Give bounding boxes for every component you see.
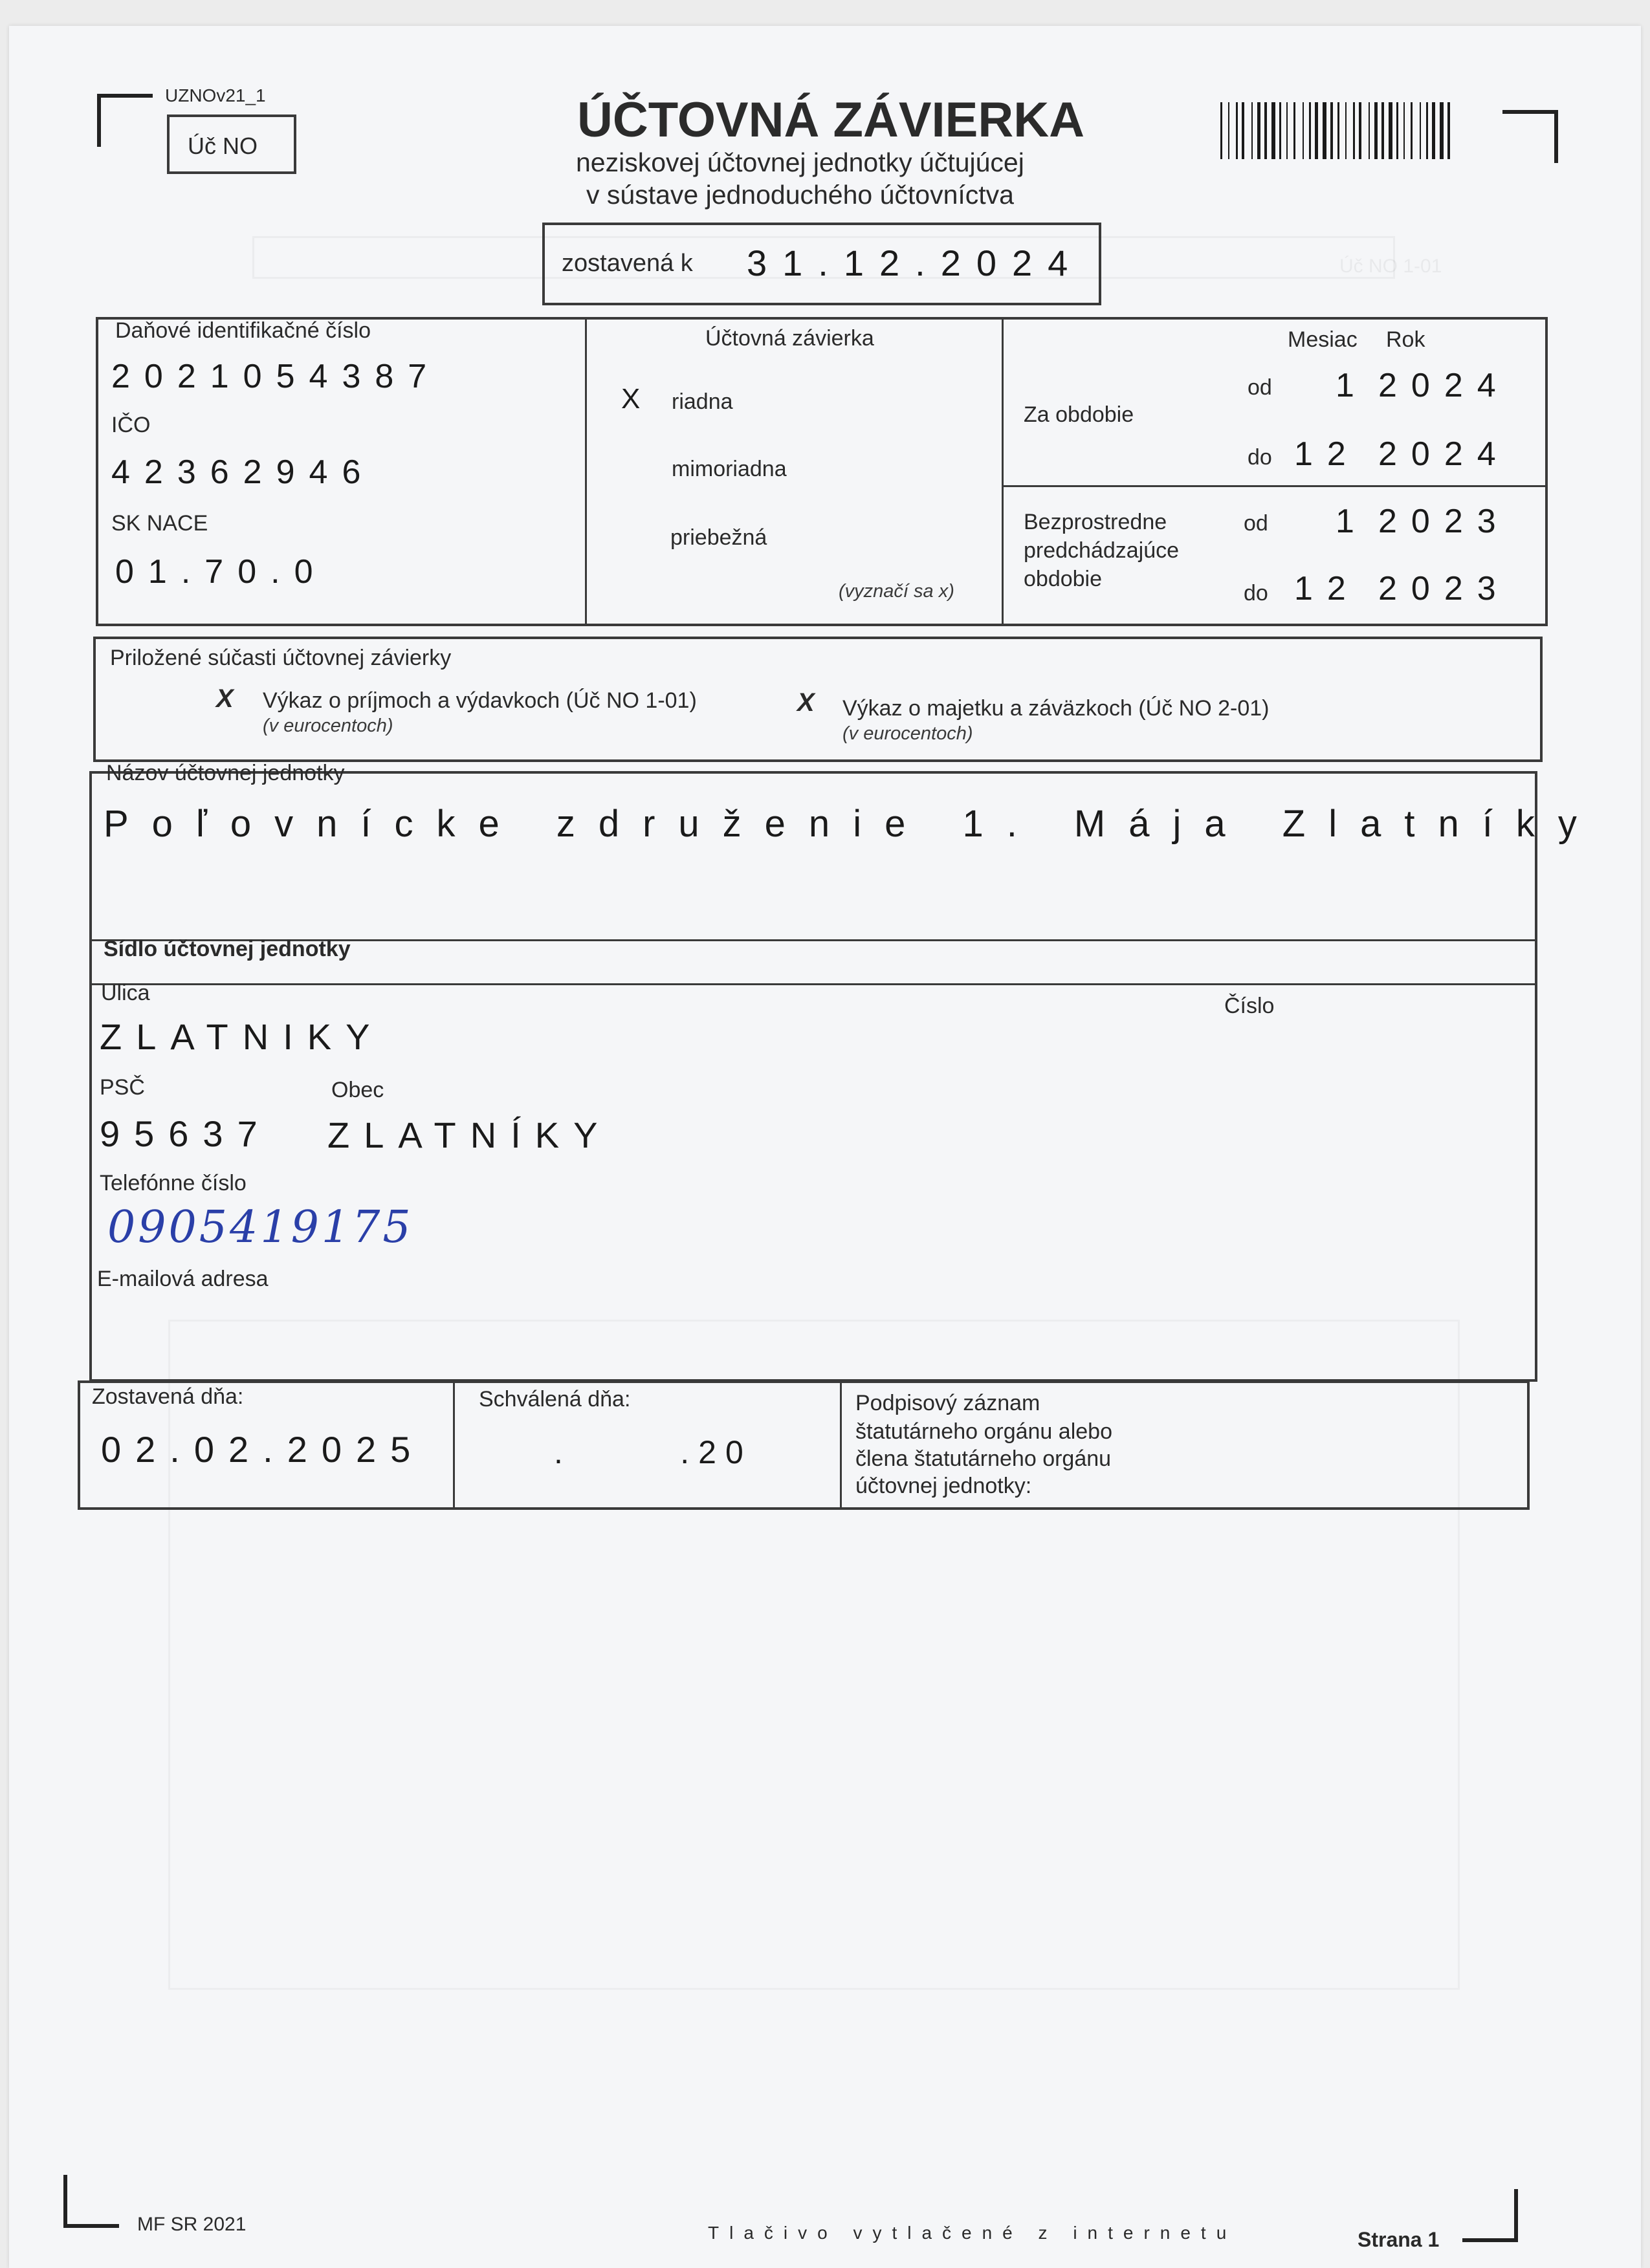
divider — [840, 1382, 842, 1509]
previous-from-label: od — [1244, 511, 1268, 536]
page-subtitle-1: neziskovej účtovnej jednotky účtujúcej — [576, 147, 1024, 177]
divider — [453, 1382, 455, 1509]
current-from-month: 1 — [1336, 367, 1369, 404]
approved-date-value: . .20 — [554, 1434, 753, 1470]
footer-page-number: Strana 1 — [1358, 2228, 1440, 2251]
street-label: Ulica — [101, 981, 150, 1005]
city-label: Obec — [331, 1078, 384, 1102]
current-from-year: 2024 — [1378, 367, 1510, 404]
page-subtitle-2: v sústave jednoduchého účtovníctva — [586, 180, 1014, 210]
signature-label-1: Podpisový záznam — [855, 1391, 1040, 1415]
closing-type-note: (vyznačí sa x) — [839, 581, 954, 602]
compiled-date-label: Zostavená dňa: — [92, 1384, 244, 1409]
entity-name-value: Poľovnícke združenie 1. Mája Zlatníky — [104, 803, 1600, 845]
entity-name-label: Názov účtovnej jednotky — [106, 761, 345, 785]
nace-label: SK NACE — [111, 511, 208, 536]
attachment-1-sub: (v eurocentoch) — [263, 715, 393, 736]
nace-value: 01.70.0 — [115, 553, 327, 591]
divider — [91, 983, 1535, 985]
ico-value: 42362946 — [111, 453, 375, 491]
corner-mark-bottom-left — [63, 2175, 119, 2228]
closing-type-mark[interactable]: X — [621, 383, 641, 415]
year-label: Rok — [1386, 327, 1425, 352]
closing-type-option-interim[interactable]: priebežná — [670, 525, 767, 550]
current-to-label: do — [1248, 445, 1272, 470]
signature-label-4: účtovnej jednotky: — [855, 1474, 1032, 1498]
current-to-month: 12 — [1294, 435, 1360, 473]
signature-label-2: štatutárneho orgánu alebo — [855, 1419, 1112, 1444]
closing-type-option-regular[interactable]: riadna — [672, 389, 733, 414]
previous-period-label-1: Bezprostredne — [1024, 510, 1167, 534]
street-value: ZLATNIKY — [100, 1016, 384, 1057]
previous-from-year: 2023 — [1378, 503, 1510, 540]
footer-form-edition: MF SR 2021 — [137, 2214, 247, 2235]
previous-from-month: 1 — [1336, 503, 1369, 540]
phone-label: Telefónne číslo — [100, 1171, 247, 1195]
divider — [585, 318, 587, 624]
phone-value: 0905419175 — [107, 1202, 413, 1253]
attachment-2-mark[interactable]: X — [797, 688, 815, 717]
compiled-to-date: 31.12.2024 — [747, 243, 1084, 283]
previous-period-label-3: obdobie — [1024, 567, 1103, 591]
previous-to-year: 2023 — [1378, 570, 1510, 607]
dic-value: 2021054387 — [111, 358, 441, 395]
entity-seat-label: Sídlo účtovnej jednotky — [104, 937, 351, 961]
entity-box — [89, 771, 1537, 1382]
psc-value: 95637 — [100, 1113, 272, 1154]
attachments-box — [93, 637, 1543, 762]
form-type: Úč NO — [188, 133, 258, 159]
email-label: E-mailová adresa — [97, 1267, 269, 1291]
barcode-icon — [1220, 102, 1457, 162]
city-value: ZLATNÍKY — [327, 1115, 612, 1155]
divider — [1003, 485, 1545, 487]
previous-to-month: 12 — [1294, 570, 1360, 607]
previous-period-label-2: predchádzajúce — [1024, 538, 1180, 563]
attachment-1-mark[interactable]: X — [216, 684, 234, 713]
month-label: Mesiac — [1288, 327, 1358, 352]
corner-mark-top-right — [1502, 110, 1558, 163]
current-period-label: Za obdobie — [1024, 402, 1134, 427]
ico-label: IČO — [111, 413, 151, 437]
closing-type-option-extraordinary[interactable]: mimoriadna — [672, 457, 787, 481]
form-type-box — [167, 114, 296, 174]
compiled-to-box — [542, 223, 1101, 305]
closing-type-label: Účtovná závierka — [705, 326, 874, 351]
attachment-1: Výkaz o príjmoch a výdavkoch (Úč NO 1-01) — [263, 688, 697, 713]
psc-label: PSČ — [100, 1075, 145, 1100]
attachment-2: Výkaz o majetku a záväzkoch (Úč NO 2-01) — [842, 696, 1270, 721]
current-from-label: od — [1248, 375, 1272, 400]
current-to-year: 2024 — [1378, 435, 1510, 473]
divider — [1002, 318, 1004, 624]
page-title: ÚČTOVNÁ ZÁVIERKA — [577, 93, 1084, 147]
signature-label-3: člena štatutárneho orgánu — [855, 1446, 1112, 1471]
corner-mark-top-left — [97, 94, 153, 147]
form-code: UZNOv21_1 — [165, 85, 266, 105]
compiled-date-value: 02.02.2025 — [101, 1429, 425, 1470]
dic-label: Daňové identifikačné číslo — [115, 318, 371, 343]
compiled-to-label: zostavená k — [562, 250, 693, 277]
attachments-label: Priložené súčasti účtovnej závierky — [110, 646, 452, 670]
bleed-through-text: Úč NO 1-01 — [1339, 256, 1442, 277]
corner-mark-bottom-right — [1462, 2189, 1518, 2242]
number-label: Číslo — [1224, 994, 1275, 1018]
previous-to-label: do — [1244, 581, 1268, 605]
attachment-2-sub: (v eurocentoch) — [842, 723, 973, 744]
footer-printed-note: Tlačivo vytlačené z internetu — [708, 2223, 1237, 2243]
approved-date-label: Schválená dňa: — [479, 1387, 631, 1412]
